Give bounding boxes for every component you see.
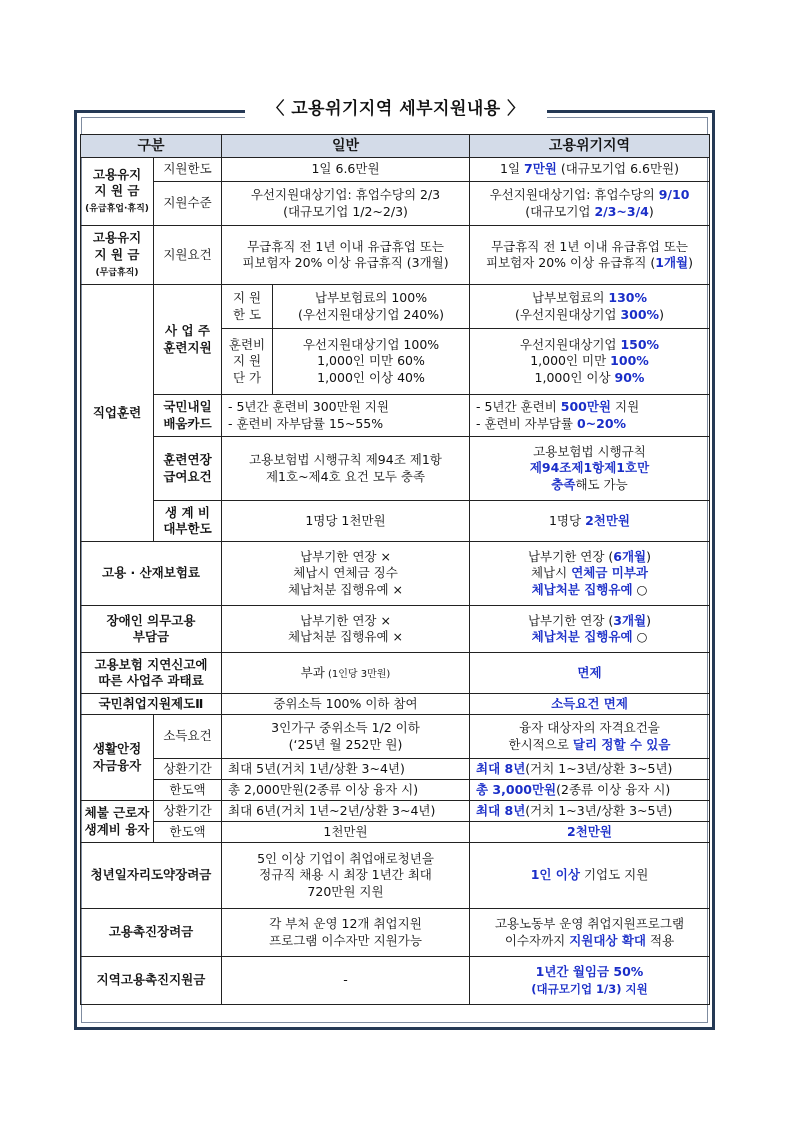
row-label-insurance: 고용 · 산재보험료 xyxy=(81,542,222,606)
row-label-arrears-loan: 체불 근로자 생계비 융자 xyxy=(81,801,154,843)
row-label-national-employment: 국민취업지원제도Ⅱ xyxy=(81,694,222,715)
sub-label-income: 소득요건 xyxy=(154,715,222,759)
cell-general: 우선지원대상기업: 휴업수당의 2/3 (대규모기업 1/2~2/3) xyxy=(222,182,470,226)
table-row xyxy=(81,957,710,1005)
cell-general: - xyxy=(222,957,470,1005)
cell-crisis: 고용보험법 시행규칙 제94조제1항제1호만 충족해도 가능 xyxy=(470,437,710,501)
header-crisis: 고용위기지역 xyxy=(470,135,710,158)
cell-general: 납부기한 연장 × 체납시 연체금 징수 체납처분 집행유예 × xyxy=(222,542,470,606)
cell-crisis: 총 3,000만원(2종류 이상 융자 시) xyxy=(470,780,710,801)
cell-general: 각 부처 운영 12개 취업지원 프로그램 이수자만 지원가능 xyxy=(222,909,470,957)
cell-crisis: 융자 대상자의 자격요건을 한시적으로 달리 정할 수 있음 xyxy=(470,715,710,759)
cell-crisis: 우선지원대상기업 150% 1,000인 미만 100% 1,000인 이상 90% xyxy=(470,329,710,395)
cell-general: 중위소득 100% 이하 참여 xyxy=(222,694,470,715)
table-row xyxy=(81,158,710,182)
cell-crisis: 1년간 월임금 50% (대규모기업 1/3) 지원 xyxy=(470,957,710,1005)
sub-label-learning-card: 국민내일 배움카드 xyxy=(154,395,222,437)
sub-label-amount: 한도액 xyxy=(154,822,222,843)
header-general: 일반 xyxy=(222,135,470,158)
table-row xyxy=(81,843,710,909)
cell-crisis: 1인 이상 기업도 지원 xyxy=(470,843,710,909)
table-row xyxy=(81,437,710,501)
table-row xyxy=(81,801,710,822)
cell-general: 고용보험법 시행규칙 제94조 제1항 제1호~제4호 요건 모두 충족 xyxy=(222,437,470,501)
cell-general: 1천만원 xyxy=(222,822,470,843)
cell-general: 최대 6년(거치 1년~2년/상환 3~4년) xyxy=(222,801,470,822)
table-row xyxy=(81,285,710,329)
table-row xyxy=(81,226,710,285)
table-row xyxy=(81,653,710,694)
header-category: 구분 xyxy=(81,135,222,158)
row-label-employment-support: 고용유지 지 원 금 (유급휴업·휴직) xyxy=(81,158,154,226)
cell-crisis: 무급휴직 전 1년 이내 유급휴업 또는 피보험자 20% 이상 유급휴직 (1개월) xyxy=(470,226,710,285)
table-row xyxy=(81,501,710,542)
cell-crisis: 고용노동부 운영 취업지원프로그램 이수자까지 지원대상 확대 적용 xyxy=(470,909,710,957)
cell-general: 1명당 1천만원 xyxy=(222,501,470,542)
sub-label-employer-training: 사 업 주 훈련지원 xyxy=(154,285,222,395)
row-label-late-report: 고용보험 지연신고에 따른 사업주 과태료 xyxy=(81,653,222,694)
cell-general: 총 2,000만원(2종류 이상 융자 시) xyxy=(222,780,470,801)
row-label-youth: 청년일자리도약장려금 xyxy=(81,843,222,909)
sub-label-amount: 한도액 xyxy=(154,780,222,801)
cell-general: 최대 5년(거치 1년/상환 3~4년) xyxy=(222,759,470,780)
cell-crisis: 최대 8년(거치 1~3년/상환 3~5년) xyxy=(470,759,710,780)
sub-label-extension: 훈련연장 급여요건 xyxy=(154,437,222,501)
sub-label-training-cost: 훈련비 지 원 단 가 xyxy=(222,329,273,395)
row-label-living-stability-loan: 생활안정 자금융자 xyxy=(81,715,154,801)
cell-general: 5인 이상 기업이 취업애로청년을 정규직 채용 시 최장 1년간 최대 720만원 지원 xyxy=(222,843,470,909)
cell-crisis: 최대 8년(거치 1~3년/상환 3~5년) xyxy=(470,801,710,822)
cell-general: 납부기한 연장 × 체납처분 집행유예 × xyxy=(222,606,470,653)
cell-general: 부과 (1인당 3만원) xyxy=(222,653,470,694)
table-row xyxy=(81,822,710,843)
cell-crisis: 면제 xyxy=(470,653,710,694)
table-row xyxy=(81,780,710,801)
row-label-unpaid-leave: 고용유지 지 원 금 (무급휴직) xyxy=(81,226,154,285)
table-row xyxy=(81,606,710,653)
cell-crisis: 1명당 2천만원 xyxy=(470,501,710,542)
row-label-vocational-training: 직업훈련 xyxy=(81,285,154,542)
cell-crisis: 납부보험료의 130% (우선지원대상기업 300%) xyxy=(470,285,710,329)
header-row xyxy=(81,135,710,158)
cell-general: 납부보험료의 100% (우선지원대상기업 240%) xyxy=(273,285,470,329)
sub-label-repayment: 상환기간 xyxy=(154,759,222,780)
sub-label-repayment: 상환기간 xyxy=(154,801,222,822)
table-row xyxy=(81,759,710,780)
cell-crisis: 소득요건 면제 xyxy=(470,694,710,715)
sub-label-living-loan: 생 계 비 대부한도 xyxy=(154,501,222,542)
table-row xyxy=(81,694,710,715)
row-label-disability: 장애인 의무고용 부담금 xyxy=(81,606,222,653)
sub-label-support-limit: 지 원 한 도 xyxy=(222,285,273,329)
cell-crisis: 우선지원대상기업: 휴업수당의 9/10 (대규모기업 2/3~3/4) xyxy=(470,182,710,226)
row-label-regional: 지역고용촉진지원금 xyxy=(81,957,222,1005)
table-row xyxy=(81,715,710,759)
table-row xyxy=(81,395,710,437)
page-title: 〈 고용위기지역 세부지원내용 〉 xyxy=(245,96,547,122)
cell-crisis: - 5년간 훈련비 500만원 지원 - 훈련비 자부담률 0~20% xyxy=(470,395,710,437)
table-row xyxy=(81,909,710,957)
cell-general: 3인가구 중위소득 1/2 이하 (‘25년 월 252만 원) xyxy=(222,715,470,759)
sub-label-limit: 지원한도 xyxy=(154,158,222,182)
cell-crisis: 2천만원 xyxy=(470,822,710,843)
cell-general: 우선지원대상기업 100% 1,000인 미만 60% 1,000인 이상 40% xyxy=(273,329,470,395)
cell-crisis: 1일 7만원 (대규모기업 6.6만원) xyxy=(470,158,710,182)
cell-general: - 5년간 훈련비 300만원 지원 - 훈련비 자부담률 15~55% xyxy=(222,395,470,437)
table-row xyxy=(81,542,710,606)
support-table xyxy=(80,134,710,1005)
cell-general: 1일 6.6만원 xyxy=(222,158,470,182)
cell-general: 무급휴직 전 1년 이내 유급휴업 또는 피보험자 20% 이상 유급휴직 (3개월) xyxy=(222,226,470,285)
table-row xyxy=(81,182,710,226)
cell-crisis: 납부기한 연장 (6개월) 체납시 연체금 미부과 체납처분 집행유예 ○ xyxy=(470,542,710,606)
sub-label-level: 지원수준 xyxy=(154,182,222,226)
cell-crisis: 납부기한 연장 (3개월) 체납처분 집행유예 ○ xyxy=(470,606,710,653)
sub-label-requirement: 지원요건 xyxy=(154,226,222,285)
row-label-promotion: 고용촉진장려금 xyxy=(81,909,222,957)
